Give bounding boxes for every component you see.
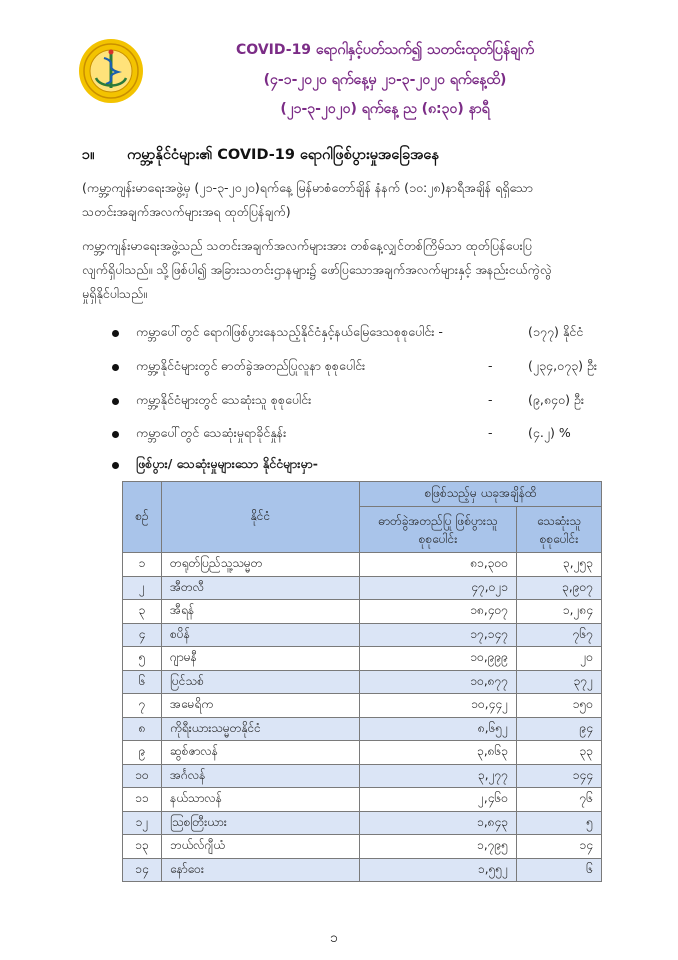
column-header-cases: ဓာတ်ခွဲအတည်ပြု ဖြစ်ပွားသူ စုစုပေါင်း: [360, 507, 517, 553]
cell-country: နော်ဝေး: [162, 858, 360, 882]
cell-cases: ၄၇,၀၂၁: [360, 576, 517, 600]
bullet-dot-icon: [112, 462, 119, 469]
cell-cases: ၈,၆၅၂: [360, 717, 517, 741]
table-row: [123, 647, 602, 671]
section-number: ၁။: [82, 147, 95, 163]
bullet-value: (၁၇၇) နိုင်ငံ: [528, 324, 584, 339]
cell-no: ၁၃: [123, 835, 162, 859]
cell-country: အမေရိက: [162, 694, 360, 718]
cell-country: အီရန်: [162, 600, 360, 624]
cell-cases: ၂,၄၆၀: [360, 788, 517, 812]
cell-cases: ၁,၅၅၂: [360, 858, 517, 882]
cell-no: ၁၀: [123, 764, 162, 788]
cell-country: အင်္ဂလန်: [162, 764, 360, 788]
cell-country: နယ်သာလန်: [162, 788, 360, 812]
bullet-label: ကမ္ဘာပေါ်တွင် ရောဂါဖြစ်ပွားနေသည့်နိုင်ငံနှင့်နယ်မြေဒေသစုစုပေါင်း -: [136, 324, 443, 339]
bullet-dot-icon: [112, 330, 119, 337]
cell-deaths: ၅: [517, 811, 602, 835]
cell-deaths: ၁၄၄: [517, 764, 602, 788]
cell-country: ဘယ်လ်ဂျီယံ: [162, 835, 360, 859]
report-timestamp: (၂၁-၃-၂၀၂၀) ရက်နေ့ ည (၈:၃၀) နာရီ: [280, 101, 490, 117]
column-group-header: စဖြစ်သည့်မှ ယခုအချိန်ထိ: [360, 482, 602, 507]
table-row: [123, 600, 602, 624]
column-header-country: နိုင်ငံ: [162, 482, 360, 553]
source-note-line: သတင်းအချက်အလက်များအရ ထုတ်ပြန်ချက်): [82, 204, 291, 219]
column-header-deaths: သေဆုံးသူ စုစုပေါင်း: [517, 507, 602, 553]
cell-deaths: ၉၄: [517, 717, 602, 741]
table-row: [123, 741, 602, 765]
cell-cases: ၁၀,၈၇၇: [360, 670, 517, 694]
cell-country: ဆွစ်ဇာလန်: [162, 741, 360, 765]
disclaimer-line: မှုရှိနိုင်ပါသည်။: [82, 286, 147, 301]
cell-country: စပိန်: [162, 623, 360, 647]
cell-country: ကိုရီးယားသမ္မတနိုင်ငံ: [162, 717, 360, 741]
cell-no: ၈: [123, 717, 162, 741]
bullet-dash: -: [488, 425, 493, 440]
cell-deaths: ၇၆၇: [517, 623, 602, 647]
cell-no: ၁၁: [123, 788, 162, 812]
bullet-dot-icon: [112, 398, 119, 405]
disclaimer-paragraph: [82, 234, 604, 306]
table-row: [123, 858, 602, 882]
report-title: COVID-19 ရောဂါနှင့်ပတ်သက်၍ သတင်းထုတ်ပြန်ချက်: [236, 42, 534, 58]
cell-no: ၄: [123, 623, 162, 647]
cell-no: ၃: [123, 600, 162, 624]
cell-cases: ၈၁,၃၀၀: [360, 553, 517, 577]
cell-no: ၇: [123, 694, 162, 718]
bullet-label: ကမ္ဘာ့နိုင်ငံများတွင် ဓာတ်ခွဲအတည်ပြုလူနာ စုစုပေါင်း: [136, 358, 366, 373]
table-row: [123, 694, 602, 718]
table-row: [123, 670, 602, 694]
cell-country: ဂျာမနီ: [162, 647, 360, 671]
page-number: ၁: [330, 930, 338, 946]
table-row: [123, 576, 602, 600]
cell-cases: ၁၈,၄၀၇: [360, 600, 517, 624]
cell-no: ၂: [123, 576, 162, 600]
table-row: [123, 835, 602, 859]
cell-deaths: ၃၇၂: [517, 670, 602, 694]
cell-cases: ၁၇,၁၄၇: [360, 623, 517, 647]
bullet-label: ဖြစ်ပွား/ သေဆုံးမှုများသော နိုင်ငံများမှာ-: [136, 456, 318, 471]
table-row: [123, 717, 602, 741]
cell-no: ၁: [123, 553, 162, 577]
cell-cases: ၃,၂၇၇: [360, 764, 517, 788]
bullet-value: (၉,၈၄၀) ဦး: [528, 392, 585, 407]
disclaimer-line: လျက်ရှိပါသည်။ သို့ဖြစ်ပါ၍ အခြားသတင်းဌာနများ၌ ဖော်ပြသောအချက်အလက်များနှင့် အနည်းငယ်ကွဲလွဲ: [82, 262, 552, 277]
cell-deaths: ၁၄: [517, 835, 602, 859]
bullet-item-total-deaths: [112, 392, 612, 414]
country-cases-table: [122, 481, 602, 882]
table-row: [123, 623, 602, 647]
source-note-paragraph: [82, 176, 604, 224]
bullet-label: ကမ္ဘာပေါ်တွင် သေဆုံးမှုရာခိုင်နှုန်း: [136, 425, 287, 440]
bullet-value: (၄.၂) %: [528, 425, 571, 440]
cell-cases: ၁,၇၉၅: [360, 835, 517, 859]
cell-country: ပြင်သစ်: [162, 670, 360, 694]
table-row: [123, 811, 602, 835]
bullet-item-confirmed-cases: [112, 358, 612, 380]
cell-country: အီတလီ: [162, 576, 360, 600]
cell-deaths: ၁၅၀: [517, 694, 602, 718]
cell-deaths: ၆: [517, 858, 602, 882]
cell-cases: ၁,၈၄၃: [360, 811, 517, 835]
cell-deaths: ၃,၂၅၃: [517, 553, 602, 577]
bullet-dash: -: [488, 392, 493, 407]
source-note-line: (ကမ္ဘာ့ကျန်းမာရေးအဖွဲ့မှ (၂၁-၃-၂၀၂၀)ရက်နေ့ မြန်မာစံတော်ချိန် နံနက် (၁၀:၂၈)နာရီအချိန် ရရှိသော: [82, 180, 533, 195]
disclaimer-line: ကမ္ဘာ့ကျန်းမာရေးအဖွဲ့သည် သတင်းအချက်အလက်များအား တစ်နေ့လျှင်တစ်ကြိမ်သာ ထုတ်ပြန်ပေးပြ: [82, 238, 532, 253]
table-row: [123, 553, 602, 577]
bullet-dot-icon: [112, 431, 119, 438]
bullet-item-death-rate: [112, 425, 612, 447]
bullet-dash: -: [488, 358, 493, 373]
cell-no: ၅: [123, 647, 162, 671]
report-date-range: (၄-၁-၂၀၂၀ ရက်နေ့မှ ၂၁-၃-၂၀၂၀ ရက်နေ့ထိ): [263, 72, 507, 88]
bullet-value: (၂၃၄,၀၇၃) ဦး: [528, 358, 598, 373]
column-header-no: စဉ်: [123, 482, 162, 553]
cell-deaths: ၁,၂၈၄: [517, 600, 602, 624]
cell-no: ၉: [123, 741, 162, 765]
cell-deaths: ၃,၉၀၇: [517, 576, 602, 600]
ministry-emblem-logo: [78, 38, 144, 104]
cell-cases: ၁၀,၉၉၉: [360, 647, 517, 671]
section-title: ကမ္ဘာ့နိုင်ငံများ၏ COVID-19 ရောဂါဖြစ်ပွားမှုအခြေအနေ: [127, 147, 439, 163]
cell-deaths: ၇၆: [517, 788, 602, 812]
table-row: [123, 764, 602, 788]
bullet-label: ကမ္ဘာ့နိုင်ငံများတွင် သေဆုံးသူ စုစုပေါင်း: [136, 392, 312, 407]
cell-no: ၁၂: [123, 811, 162, 835]
bullet-dot-icon: [112, 364, 119, 371]
section-heading: [82, 146, 439, 167]
cell-no: ၆: [123, 670, 162, 694]
cell-no: ၁၄: [123, 858, 162, 882]
cell-country: ဩစတြီးယား: [162, 811, 360, 835]
cell-cases: ၃,၈၆၃: [360, 741, 517, 765]
cell-deaths: ၂၀: [517, 647, 602, 671]
bullet-item-top-countries-heading: [112, 456, 612, 478]
cell-country: တရုတ်ပြည်သူ့သမ္မတ: [162, 553, 360, 577]
cell-cases: ၁၀,၄၄၂: [360, 694, 517, 718]
bullet-item-affected-countries: [112, 324, 612, 346]
table-row: [123, 788, 602, 812]
cell-deaths: ၃၃: [517, 741, 602, 765]
